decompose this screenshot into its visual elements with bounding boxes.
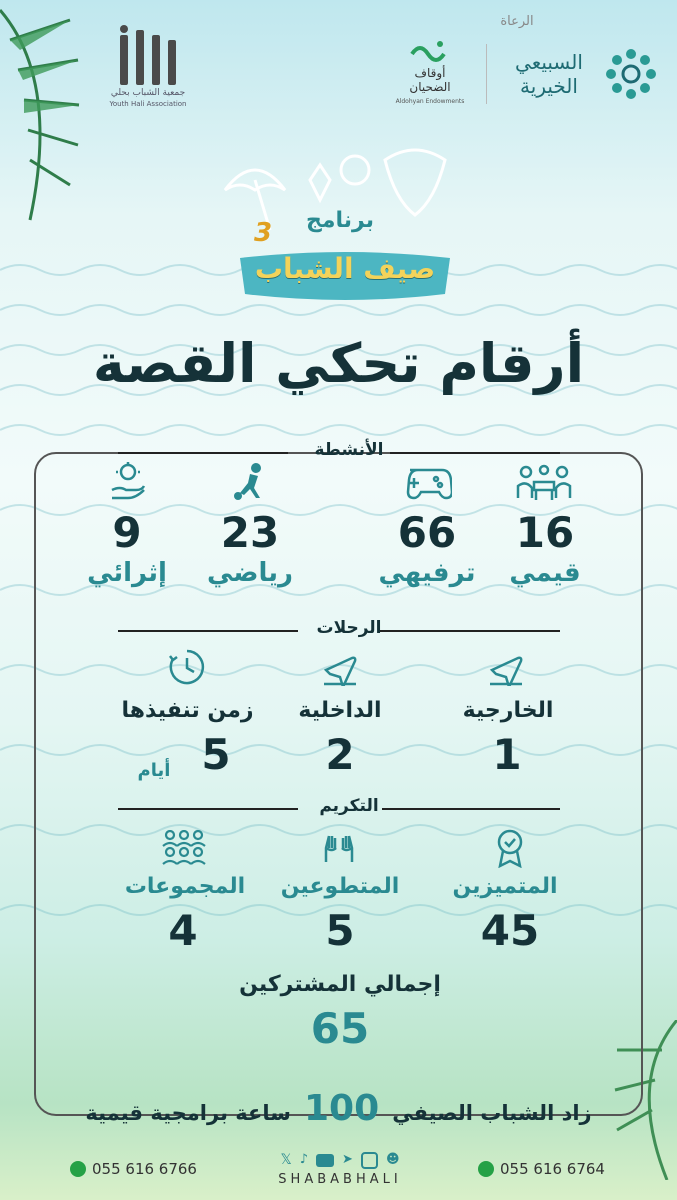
honor-label-volunteers: المتطوعين — [280, 874, 400, 899]
trip-number-duration: 5 — [201, 730, 231, 779]
trip-number-external: 1 — [492, 730, 522, 779]
trip-duration-unit: أيام — [137, 760, 171, 781]
activity-number-enrichment: 9 — [112, 508, 142, 557]
program-number: 3 — [253, 218, 273, 248]
trip-label-internal: الداخلية — [298, 698, 382, 723]
phone-left[interactable] — [70, 1160, 210, 1178]
sponsor-awqaf-line1: أوقاف — [414, 66, 446, 80]
awqaf-logo-icon — [410, 40, 450, 64]
section-divider — [118, 630, 298, 632]
page-title: أرقام تحكي القصة — [92, 332, 585, 395]
activity-number-sports: 23 — [220, 508, 280, 557]
sponsor-awqaf-en: Aldohyan Endowments — [395, 98, 465, 105]
groups-icon — [160, 830, 208, 866]
raised-hands-icon — [322, 832, 356, 864]
sponsors-label: الرعاة — [500, 14, 534, 29]
snapchat-icon[interactable]: ☻ — [385, 1152, 400, 1167]
activity-number-values: 16 — [515, 508, 575, 557]
activity-label-sports: رياضي — [207, 558, 293, 588]
activity-label-values: قيمي — [509, 558, 581, 588]
activity-number-entertainment: 66 — [397, 508, 457, 557]
meeting-icon — [516, 464, 572, 502]
section-divider — [390, 452, 560, 454]
whatsapp-icon — [70, 1161, 86, 1177]
activity-label-enrichment: إثرائي — [87, 558, 167, 588]
idea-hand-icon — [110, 462, 146, 502]
social-icons — [262, 1152, 418, 1169]
honor-label-groups: المجموعات — [124, 874, 246, 899]
sponsor-awqaf — [390, 66, 470, 94]
footer-text-before: زاد الشباب الصيفي — [392, 1101, 592, 1125]
section-label-honors: التكريم — [319, 796, 379, 816]
honor-label-distinguished: المتميزين — [452, 874, 558, 899]
association-name-ar: جمعية الشباب بحلي — [110, 88, 186, 98]
whatsapp-icon — [478, 1161, 494, 1177]
plane-icon — [488, 650, 524, 686]
x-icon[interactable]: 𝕏 — [280, 1152, 292, 1168]
tiktok-icon[interactable]: ♪ — [299, 1152, 309, 1167]
subaie-star-logo-icon — [605, 48, 657, 100]
medal-icon — [494, 828, 526, 868]
total-participants-number: 65 — [310, 1004, 370, 1053]
phone-right-number: 055 616 6764 — [500, 1160, 605, 1178]
phone-left-number: 055 616 6766 — [92, 1160, 197, 1178]
sponsors-divider — [486, 44, 487, 104]
sponsor-subaie — [494, 50, 604, 98]
sponsor-awqaf-line2: الضحيان — [409, 80, 451, 94]
telegram-icon[interactable]: ➤ — [342, 1152, 353, 1167]
program-word: برنامج — [306, 208, 374, 233]
activity-label-entertainment: ترفيهي — [378, 558, 476, 588]
honor-number-volunteers: 5 — [325, 906, 355, 955]
clock-icon — [168, 648, 206, 686]
footer-hours: 100 — [303, 1088, 380, 1129]
program-name: صيف الشباب — [254, 252, 436, 285]
total-participants-label: إجمالي المشتركين — [239, 972, 441, 997]
youtube-icon[interactable] — [316, 1154, 334, 1167]
phone-right[interactable] — [478, 1160, 618, 1178]
honor-number-groups: 4 — [168, 906, 198, 955]
trip-label-external: الخارجية — [462, 698, 554, 723]
section-label-trips: الرحلات — [316, 618, 382, 638]
sponsor-subaie-line1: السبيعي — [515, 50, 583, 74]
footer-statement — [60, 1088, 617, 1129]
section-divider — [118, 452, 288, 454]
social-handle: SHABABHALI — [278, 1172, 402, 1187]
sponsor-subaie-line2: الخيرية — [520, 74, 578, 98]
section-divider — [118, 808, 298, 810]
honor-number-distinguished: 45 — [480, 906, 540, 955]
football-player-icon — [232, 462, 268, 502]
trip-label-duration: زمن تنفيذها — [121, 698, 254, 723]
plane-icon — [322, 650, 358, 686]
section-divider — [380, 630, 560, 632]
section-divider — [382, 808, 560, 810]
association-name-en: Youth Hali Association — [109, 100, 187, 108]
gamepad-icon — [400, 466, 452, 500]
instagram-icon[interactable] — [361, 1152, 378, 1169]
trip-number-internal: 2 — [325, 730, 355, 779]
footer-text-after: ساعة برامجية قيمية — [85, 1101, 291, 1125]
palm-leaf-decoration — [0, 0, 90, 230]
section-label-activities: الأنشطة — [314, 440, 384, 460]
